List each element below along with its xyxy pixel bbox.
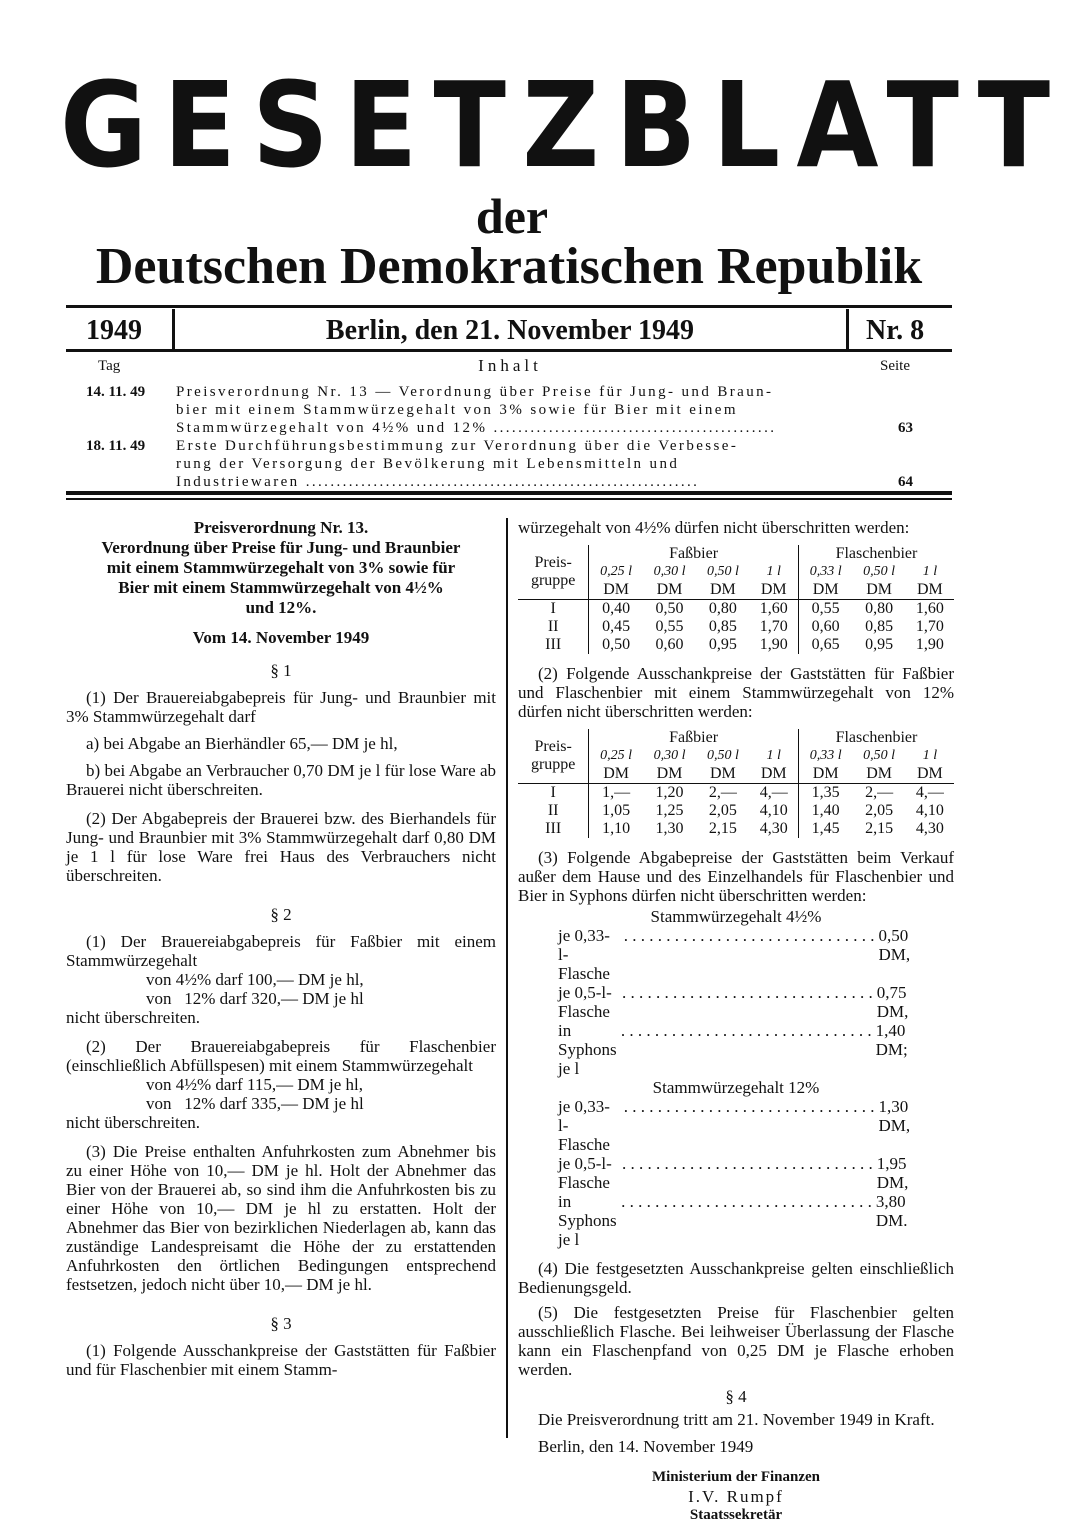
table-cell-price: 1,90 <box>915 636 944 653</box>
table-head-size: 1 l <box>766 564 781 579</box>
section-1-item-b: b) bei Abgabe an Verbraucher 0,70 DM je l für lose Ware ab Brauerei nicht überschreiten. <box>66 761 496 799</box>
toc-entry-line: Industriewaren ................................................................ <box>176 474 700 490</box>
section-4-para: Die Preisverordnung tritt am 21. November 1949 in Kraft. <box>538 1410 935 1429</box>
table-head-flasche: Flaschenbier <box>798 545 954 563</box>
stammwuerze-heading-2: Stammwürzegehalt 12% <box>652 1078 820 1097</box>
table-row <box>518 820 954 838</box>
price-list-label: je 0,5-l-Flasche <box>558 1154 612 1192</box>
section-2-rate-a: von 4½% darf 100,— DM je hl, <box>146 970 364 989</box>
toc-entry-date: 14. 11. 49 <box>86 384 146 400</box>
toc-head-tag: Tag <box>98 358 121 374</box>
table-row <box>518 636 954 654</box>
table-cell-price: 2,— <box>696 784 749 803</box>
section-3-para-4: (4) Die festgesetzten Ausschankpreise gelten einschließlich Bedienungsgeld. <box>518 1259 954 1297</box>
table-cell-price: 1,30 <box>655 820 684 837</box>
section-2-rate-c: von 4½% darf 115,— DM je hl, <box>146 1075 364 1094</box>
table-head-size: 0,25 l <box>589 747 643 765</box>
table-cell-price: 1,— <box>589 784 643 803</box>
table-cell-price: 0,65 <box>798 636 852 654</box>
price-list-value: 1,40 DM; <box>875 1021 908 1059</box>
table-head-unit: DM <box>656 765 683 782</box>
table-head-unit: DM <box>589 581 643 600</box>
price-list-value: 0,50 DM, <box>878 926 911 964</box>
table-cell-price: 4,30 <box>915 820 944 837</box>
price-list-row <box>558 1154 914 1192</box>
dot-leader: . . . . . . . . . . . . . . . . . . . . . . . . . . . . . . <box>623 1097 875 1116</box>
price-list-row <box>558 983 914 1021</box>
stammwuerze-heading-1: Stammwürzegehalt 4½% <box>650 907 822 926</box>
table-head-gruppe-1: Preis- <box>534 738 572 755</box>
rule-toc-1 <box>66 491 952 495</box>
section-2-para-1: (1) Der Brauereiabgabepreis für Faßbier mit einem Stammwürzegehalt <box>66 932 496 970</box>
section-2-rate-b: von 12% darf 320,— DM je hl <box>146 989 364 1008</box>
table-head-fass: Faßbier <box>589 729 799 747</box>
table-head-unit: DM <box>589 765 643 784</box>
table-cell-price: 1,25 <box>655 802 684 819</box>
section-3-para-1: (1) Folgende Ausschankpreise der Gaststätten für Faßbier und für Flaschenbier mit einem Stamm- <box>66 1341 496 1379</box>
section-2-heading: § 2 <box>270 905 292 924</box>
section-1-heading: § 1 <box>270 661 292 680</box>
dot-leader: . . . . . . . . . . . . . . . . . . . . . . . . . . . . . . <box>623 926 875 945</box>
decree-title-2: Verordnung über Preise für Jung- und Braunbier <box>101 538 461 557</box>
table-cell-price: 0,85 <box>708 618 737 635</box>
section-2-para-2-end: nicht überschreiten. <box>66 1113 201 1132</box>
table-cell-gruppe: III <box>545 820 562 837</box>
table-cell-price: 0,60 <box>655 636 684 653</box>
decree-date: Vom 14. November 1949 <box>192 628 370 647</box>
section-1-para-1: (1) Der Brauereiabgabepreis für Jung- und Braunbier mit 3% Stammwürzegehalt darf <box>66 688 496 726</box>
table-cell-price: 0,50 <box>643 600 696 619</box>
table-cell-gruppe: II <box>547 618 559 635</box>
section-3-para-2: (2) Folgende Ausschankpreise der Gaststätten für Faßbier und Flaschenbier mit einem Stammwürzegehalt von 12% dürfen nicht überschritten werden: <box>518 664 954 721</box>
table-head-gruppe <box>518 545 589 600</box>
section-2-para-1-end: nicht überschreiten. <box>66 1008 201 1027</box>
column-divider <box>506 518 508 1438</box>
table-cell-price: 4,10 <box>759 802 788 819</box>
section-3-heading: § 3 <box>270 1314 292 1333</box>
table-head-size: 0,50 l <box>863 748 896 763</box>
table-head-gruppe-1: Preis- <box>534 554 572 571</box>
table-cell-gruppe: III <box>545 636 562 653</box>
table-cell-price: 1,60 <box>750 600 799 619</box>
table-cell-price: 2,15 <box>865 820 894 837</box>
table-row <box>518 618 954 636</box>
masthead-subtitle: Deutschen Demokratischen Republik <box>95 238 923 295</box>
table-cell-price: 4,— <box>906 784 954 803</box>
table-head-unit: DM <box>709 581 736 598</box>
table-head-size: 0,50 l <box>863 564 896 579</box>
left-column <box>66 518 496 1379</box>
table-head-gruppe-2: gruppe <box>530 572 576 589</box>
table-cell-price: 1,40 <box>798 802 852 820</box>
table-cell-price: 1,05 <box>589 802 643 820</box>
price-list-value: 0,75 DM, <box>876 983 909 1021</box>
section-2-rate-d: von 12% darf 335,— DM je hl <box>146 1094 364 1113</box>
table-cell-gruppe: I <box>518 600 589 619</box>
table-head-unit: DM <box>656 581 683 598</box>
section-1-item-a: a) bei Abgabe an Bierhändler 65,— DM je hl, <box>86 734 398 753</box>
table-head-size: 0,33 l <box>798 747 852 765</box>
decree-title-3: mit einem Stammwürzegehalt von 3% sowie für <box>106 558 456 577</box>
table-cell-price: 1,70 <box>915 618 944 635</box>
issue-number: Nr. 8 <box>866 315 925 346</box>
toc-entry-line: Preisverordnung Nr. 13 — Verordnung über Preise für Jung- und Braun- <box>176 384 774 400</box>
table-cell-price: 0,45 <box>589 618 643 636</box>
rule-toc-2 <box>66 498 952 500</box>
toc-entry-line: Stammwürzegehalt von 4½% und 12% .............................................. <box>176 420 777 436</box>
rule-divider-right <box>846 309 849 349</box>
table-cell-price: 0,80 <box>852 600 905 619</box>
section-2-para-2: (2) Der Brauereiabgabepreis für Flaschenbier (einschließlich Abfüllspesen) mit einem Stammwürzegehalt <box>66 1037 496 1075</box>
dot-leader: . . . . . . . . . . . . . . . . . . . . . . . . . . . . . . <box>621 1192 872 1211</box>
section-3-continuation: würzegehalt von 4½% dürfen nicht überschritten werden: <box>518 518 910 537</box>
table-head-size: 0,30 l <box>653 748 686 763</box>
table-head-unit: DM <box>917 765 943 782</box>
masthead-title: GESETZBLATT <box>60 56 1066 194</box>
table-head-flasche: Flaschenbier <box>798 729 954 747</box>
table-cell-price: 0,40 <box>589 600 643 619</box>
price-table-2 <box>518 729 954 838</box>
table-cell-price: 1,10 <box>589 820 643 838</box>
price-list-value: 1,95 DM, <box>876 1154 909 1192</box>
table-row <box>518 600 954 619</box>
table-cell-price: 1,70 <box>759 618 788 635</box>
signatory-role: Staatssekretär <box>689 1507 783 1523</box>
price-list-label: in Syphons je l <box>558 1192 617 1249</box>
table-cell-gruppe: I <box>518 784 589 803</box>
issue-place-date: Berlin, den 21. November 1949 <box>325 315 695 346</box>
dot-leader: . . . . . . . . . . . . . . . . . . . . . . . . . . . . . . <box>620 1021 872 1040</box>
table-head-unit: DM <box>866 765 892 782</box>
section-4-heading: § 4 <box>725 1387 747 1406</box>
table-head-unit: DM <box>917 581 943 598</box>
table-head-size: 0,33 l <box>798 563 852 581</box>
table-head-size: 0,25 l <box>589 563 643 581</box>
table-head-gruppe <box>518 729 589 784</box>
table-cell-price: 0,60 <box>798 618 852 636</box>
dot-leader: . . . . . . . . . . . . . . . . . . . . . . . . . . . . . . <box>622 1154 873 1173</box>
masthead-der: der <box>475 188 549 244</box>
table-cell-price: 0,55 <box>798 600 852 619</box>
section-2-para-3: (3) Die Preise enthalten Anfuhrkosten zum Abnehmer bis zu einer Höhe von 10,— DM je hl. Holt der Abnehmer das Bier von der Brauerei ab, so sind ihm die Anfuhrkosten bis zu einer Höhe von 10,— DM je hl zu erstatten. Holt der Abnehmer das Bier von bezirklichen Niederlagen ab, kann das zuständige Landespreisamt die Höhe der zu erstattenden Anfuhrkosten den örtlichen Bedingungen entsprechend festsetzen, jedoch nicht über 10,— DM je hl. <box>66 1142 496 1294</box>
table-cell-price: 0,80 <box>696 600 749 619</box>
table-head-unit: DM <box>709 765 736 782</box>
price-list-value: 3,80 DM. <box>875 1192 908 1230</box>
table-head-unit: DM <box>798 765 852 784</box>
table-cell-price: 4,— <box>750 784 799 803</box>
table-row <box>518 784 954 803</box>
table-head-size: 0,30 l <box>653 564 686 579</box>
table-cell-price: 0,85 <box>865 618 894 635</box>
table-head-fass: Faßbier <box>589 545 799 563</box>
table-head-size: 1 l <box>922 748 938 763</box>
table-cell-price: 1,45 <box>798 820 852 838</box>
table-cell-price: 0,55 <box>655 618 684 635</box>
rule-divider-left <box>172 309 175 349</box>
table-cell-price: 0,95 <box>708 636 737 653</box>
price-list-label: in Syphons je l <box>558 1021 617 1078</box>
table-head-size: 1 l <box>922 564 938 579</box>
table-cell-price: 1,90 <box>759 636 788 653</box>
table-cell-price: 0,95 <box>865 636 894 653</box>
price-list-1 <box>518 926 954 1078</box>
right-column <box>518 518 954 1525</box>
toc-entry-page: 63 <box>898 420 913 436</box>
toc-head-seite: Seite <box>880 358 910 374</box>
table-cell-price: 4,10 <box>915 802 944 819</box>
table-head-size: 1 l <box>766 748 781 763</box>
table-head-size: 0,50 l <box>706 748 739 763</box>
table-cell-price: 2,05 <box>865 802 894 819</box>
signatory-name: I.V. Rumpf <box>688 1487 784 1506</box>
table-cell-price: 2,15 <box>708 820 737 837</box>
table-cell-price: 1,35 <box>798 784 852 803</box>
table-row <box>518 802 954 820</box>
price-list-row <box>558 1021 914 1078</box>
table-cell-price: 1,20 <box>643 784 696 803</box>
price-list-row <box>558 926 914 983</box>
price-list-label: je 0,33-l-Flasche <box>558 1097 610 1154</box>
table-cell-price: 4,30 <box>759 820 788 837</box>
table-cell-gruppe: II <box>547 802 559 819</box>
signing-place-date: Berlin, den 14. November 1949 <box>538 1437 754 1456</box>
section-1-para-2: (2) Der Abgabepreis der Brauerei bzw. des Bierhandels für Jung- und Braunbier mit 3% Stammwürzegehalt darf 0,80 DM je 1 l für lose Ware frei Haus des Verbrauchers nicht überschreiten. <box>66 809 496 885</box>
decree-title-4: Bier mit einem Stammwürzegehalt von 4½% <box>118 578 444 597</box>
table-cell-price: 2,— <box>852 784 905 803</box>
toc-entry-line: Erste Durchführungsbestimmung zur Verordnung über die Verbesse- <box>176 438 739 454</box>
section-3-para-3: (3) Folgende Abgabepreise der Gaststätten beim Verkauf außer dem Hause und des Einzelhandels für Flaschenbier und Bier in Syphons dürfen nicht überschritten werden: <box>518 848 954 905</box>
table-head-gruppe-2: gruppe <box>530 756 576 773</box>
table-head-size: 0,50 l <box>706 564 739 579</box>
toc-entry-page: 64 <box>898 474 913 490</box>
toc-entry-line: bier mit einem Stammwürzegehalt von 3% sowie für Bier mit einem <box>176 402 738 418</box>
decree-title-1: Preisverordnung Nr. 13. <box>193 518 369 537</box>
dot-leader: . . . . . . . . . . . . . . . . . . . . . . . . . . . . . . <box>622 983 873 1002</box>
toc-head-inhalt: Inhalt <box>478 356 542 375</box>
price-table-1 <box>518 545 954 654</box>
toc-entry-date: 18. 11. 49 <box>86 438 146 454</box>
table-head-unit: DM <box>760 581 787 598</box>
issue-year: 1949 <box>86 315 142 346</box>
table-cell-price: 2,05 <box>708 802 737 819</box>
table-cell-price: 0,50 <box>589 636 643 654</box>
price-list-value: 1,30 DM, <box>878 1097 911 1135</box>
table-head-unit: DM <box>798 581 852 600</box>
ministry-name: Ministerium der Finanzen <box>651 1469 821 1485</box>
section-3-para-5: (5) Die festgesetzten Preise für Flaschenbier gelten ausschließlich Flasche. Bei leihweiser Überlassung der Flasche kann ein Flaschenpfand von 0,25 DM je Flasche erhoben werden. <box>518 1303 954 1379</box>
price-list-label: je 0,33-l-Flasche <box>558 926 610 983</box>
price-list-label: je 0,5-l-Flasche <box>558 983 612 1021</box>
price-list-2 <box>518 1097 954 1249</box>
rule-top <box>66 305 952 308</box>
table-head-unit: DM <box>866 581 892 598</box>
table-head-unit: DM <box>760 765 787 782</box>
price-list-row <box>558 1097 914 1154</box>
table-cell-price: 1,60 <box>906 600 954 619</box>
decree-title-5: und 12%. <box>245 598 317 617</box>
price-list-row <box>558 1192 914 1249</box>
toc-entry-line: rung der Versorgung der Bevölkerung mit Lebensmitteln und <box>176 456 680 472</box>
